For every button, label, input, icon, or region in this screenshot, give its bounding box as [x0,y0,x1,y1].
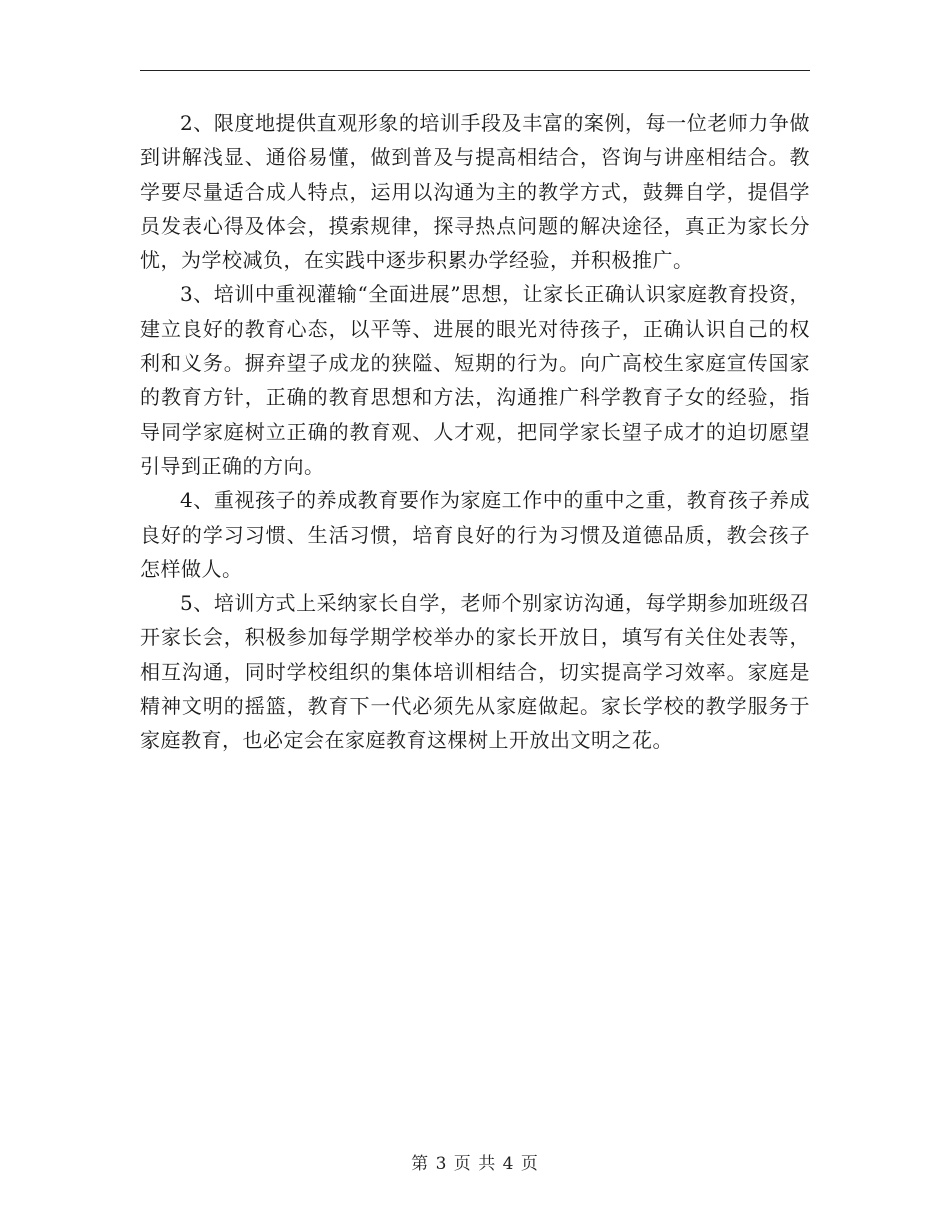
header-rule [140,70,810,71]
paragraph-5: 5、培训方式上采纳家长自学，老师个别家访沟通，每学期参加班级召开家长会，积极参加每学期学校举办的家长开放日，填写有关住处表等，相互沟通，同时学校组织的集体培训相结合，切实提高学习效率。家庭是精神文明的摇篮，教育下一代必须先从家庭做起。家长学校的教学服务于家庭教育，也必定会在家庭教育这棵树上开放出文明之花。 [140,591,810,753]
paragraph-3: 3、培训中重视灌输“全面进展”思想，让家长正确认识家庭教育投资，建立良好的教育心态，以平等、进展的眼光对待孩子，正确认识自己的权利和义务。摒弃望子成龙的狭隘、短期的行为。向广高校生家庭宣传国家的教育方针，正确的教育思想和方法，沟通推广科学教育子女的经验，指导同学家庭树立正确的教育观、人才观，把同学家长望子成才的迫切愿望引导到正确的方向。 [140,282,810,478]
paragraph-2: 2、限度地提供直观形象的培训手段及丰富的案例，每一位老师力争做到讲解浅显、通俗易懂，做到普及与提高相结合，咨询与讲座相结合。教学要尽量适合成人特点，运用以沟通为主的教学方式，鼓舞自学，提倡学员发表心得及体会，摸索规律，探寻热点问题的解决途径，真正为家长分忧，为学校减负，在实践中逐步积累办学经验，并积极推广。 [140,111,810,273]
paragraph-4: 4、重视孩子的养成教育要作为家庭工作中的重中之重，教育孩子养成良好的学习习惯、生活习惯，培育良好的行为习惯及道德品质，教会孩子怎样做人。 [140,488,810,581]
page-number-footer: 第 3 页 共 4 页 [411,1154,539,1174]
document-body [140,106,810,758]
